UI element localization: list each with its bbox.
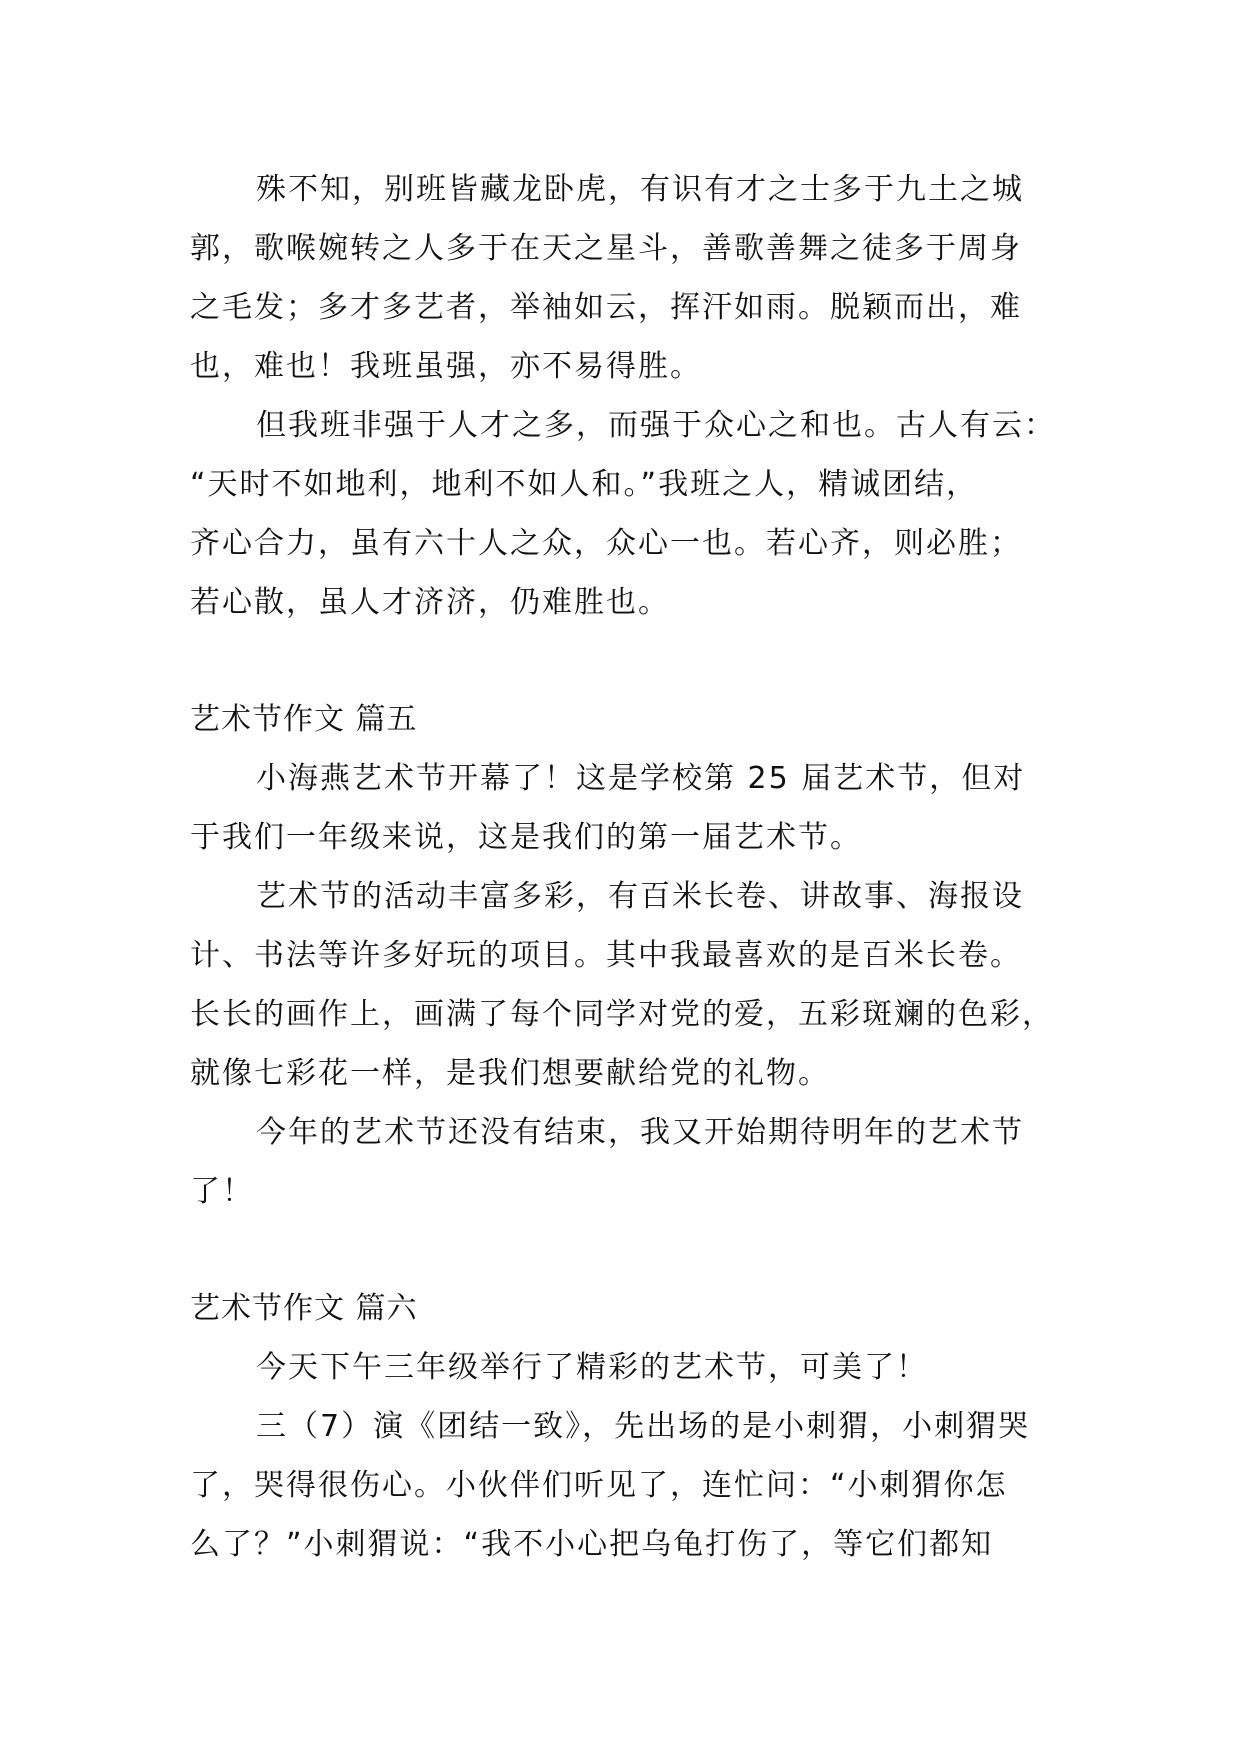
text-line: 今天下午三年级举行了精彩的艺术节，可美了！	[256, 1350, 928, 1385]
text-line: 郭，歌喉婉转之人多于在天之星斗，善歌善舞之徒多于周身	[190, 231, 1022, 266]
document-body	[190, 160, 1060, 1574]
text-line: 今年的艺术节还没有结束，我又开始期待明年的艺术节	[256, 1115, 1024, 1150]
section-spacer	[190, 632, 1060, 690]
text-line: 也，难也！我班虽强，亦不易得胜。	[190, 349, 702, 384]
text-line: 之毛发；多才多艺者，举袖如云，挥汗如雨。脱颖而出，难	[190, 290, 1022, 325]
text-line: 齐心合力，虽有六十人之众，众心一也。若心齐，则必胜；	[190, 526, 1022, 561]
text-line: 殊不知，别班皆藏龙卧虎，有识有才之士多于九土之城	[256, 172, 1024, 207]
text-line: 但我班非强于人才之多，而强于众心之和也。古人有云：	[256, 408, 1056, 443]
text-line: 就像七彩花一样，是我们想要献给党的礼物。	[190, 1056, 830, 1091]
section-title: 艺术节作文 篇六	[190, 1291, 418, 1326]
paragraph	[190, 1103, 1060, 1221]
text-line: 了，哭得很伤心。小伙伴们听见了，连忙问：“小刺猬你怎	[190, 1468, 1008, 1503]
text-line: 了！	[190, 1174, 254, 1209]
section-spacer	[190, 1221, 1060, 1279]
text-line: “天时不如地利，地利不如人和。”我班之人，精诚团结，	[190, 467, 979, 502]
section-title: 艺术节作文 篇五	[190, 702, 418, 737]
text-line: 小海燕艺术节开幕了！这是学校第 25 届艺术节，但对	[256, 761, 1026, 796]
paragraph	[190, 160, 1060, 396]
text-line: 三（7）演《团结一致》，先出场的是小刺猬，小刺猬哭	[256, 1409, 1031, 1444]
text-line: 么了？”小刺猬说：“我不小心把乌龟打伤了，等它们都知	[190, 1527, 994, 1562]
text-line: 艺术节的活动丰富多彩，有百米长卷、讲故事、海报设	[256, 879, 1024, 914]
paragraph	[190, 396, 1060, 632]
paragraph	[190, 867, 1060, 1103]
paragraph	[190, 749, 1060, 867]
text-line: 于我们一年级来说，这是我们的第一届艺术节。	[190, 820, 862, 855]
text-line: 若心散，虽人才济济，仍难胜也。	[190, 585, 670, 620]
text-line: 长长的画作上，画满了每个同学对党的爱，五彩斑斓的色彩，	[190, 997, 1054, 1032]
paragraph	[190, 1397, 1060, 1574]
text-line: 计、书法等许多好玩的项目。其中我最喜欢的是百米长卷。	[190, 938, 1022, 973]
paragraph	[190, 1338, 1060, 1397]
